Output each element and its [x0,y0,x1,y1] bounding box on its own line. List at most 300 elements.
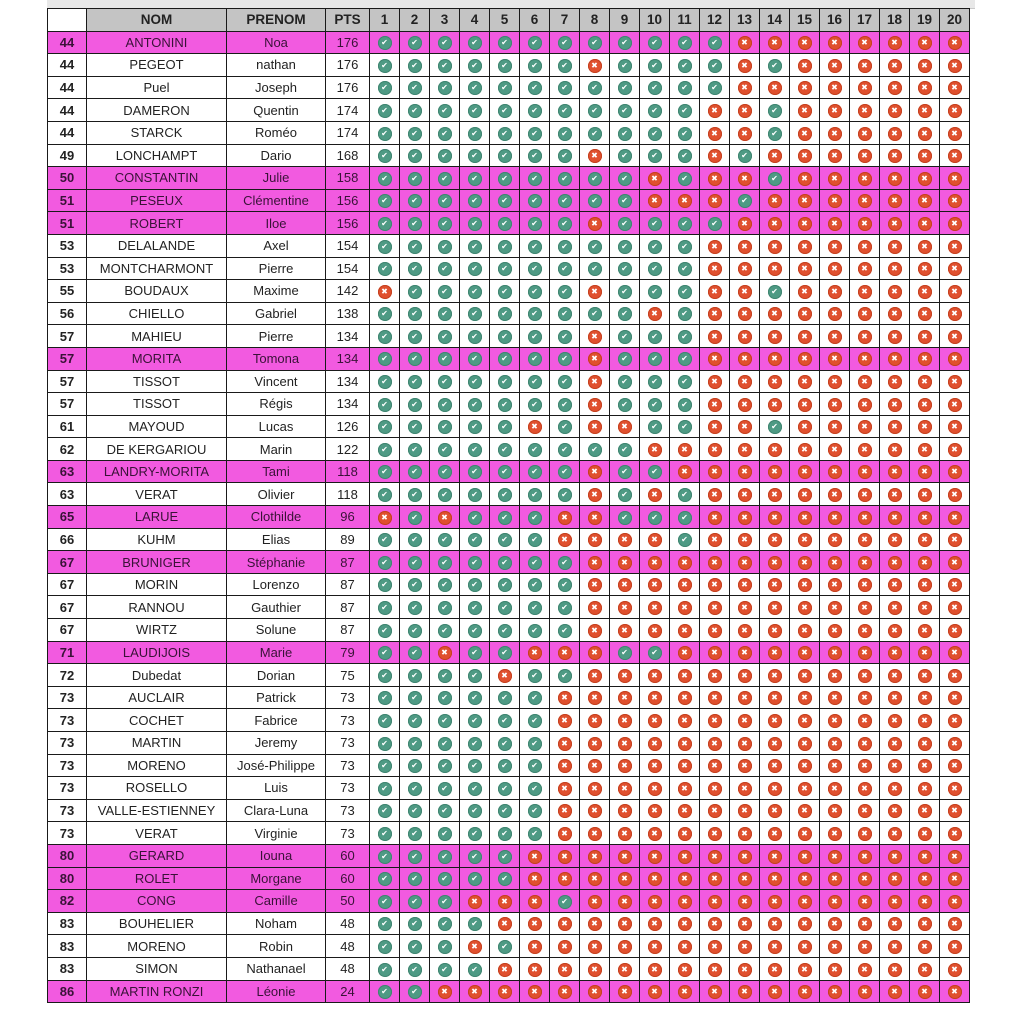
answer-cell-q13[interactable] [730,596,760,619]
answer-cell-q10[interactable] [640,31,670,54]
answer-cell-q5[interactable] [490,54,520,77]
answer-cell-q7[interactable] [550,54,580,77]
answer-cell-q5[interactable] [490,844,520,867]
answer-cell-q8[interactable] [580,460,610,483]
answer-cell-q15[interactable] [790,732,820,755]
answer-cell-q12[interactable] [700,641,730,664]
answer-cell-q20[interactable] [940,980,970,1003]
answer-cell-q9[interactable] [610,302,640,325]
answer-cell-q3[interactable] [430,754,460,777]
answer-cell-q19[interactable] [910,234,940,257]
answer-cell-q11[interactable] [670,506,700,529]
answer-cell-q4[interactable] [460,144,490,167]
pts-cell[interactable]: 73 [326,822,370,845]
answer-cell-q16[interactable] [820,867,850,890]
answer-cell-q18[interactable] [880,31,910,54]
answer-cell-q20[interactable] [940,302,970,325]
nom-cell[interactable]: BRUNIGER [87,551,227,574]
answer-cell-q3[interactable] [430,619,460,642]
answer-cell-q6[interactable] [520,212,550,235]
pts-cell[interactable]: 24 [326,980,370,1003]
answer-cell-q13[interactable] [730,257,760,280]
answer-cell-q3[interactable] [430,325,460,348]
answer-cell-q13[interactable] [730,302,760,325]
answer-cell-q12[interactable] [700,528,730,551]
answer-cell-q15[interactable] [790,822,820,845]
answer-cell-q12[interactable] [700,732,730,755]
answer-cell-q16[interactable] [820,912,850,935]
answer-cell-q3[interactable] [430,370,460,393]
answer-cell-q9[interactable] [610,370,640,393]
answer-cell-q5[interactable] [490,415,520,438]
answer-cell-q7[interactable] [550,641,580,664]
answer-cell-q14[interactable] [760,528,790,551]
answer-cell-q13[interactable] [730,54,760,77]
rank-cell[interactable]: 73 [48,732,87,755]
answer-cell-q13[interactable] [730,528,760,551]
answer-cell-q16[interactable] [820,257,850,280]
answer-cell-q12[interactable] [700,121,730,144]
answer-cell-q15[interactable] [790,347,820,370]
rank-cell[interactable]: 62 [48,438,87,461]
answer-cell-q12[interactable] [700,257,730,280]
answer-cell-q6[interactable] [520,347,550,370]
answer-cell-q8[interactable] [580,641,610,664]
answer-cell-q6[interactable] [520,31,550,54]
answer-cell-q4[interactable] [460,619,490,642]
answer-cell-q6[interactable] [520,54,550,77]
rank-cell[interactable]: 55 [48,280,87,303]
answer-cell-q18[interactable] [880,912,910,935]
answer-cell-q9[interactable] [610,438,640,461]
rank-cell[interactable]: 51 [48,212,87,235]
answer-cell-q19[interactable] [910,415,940,438]
answer-cell-q15[interactable] [790,754,820,777]
answer-cell-q5[interactable] [490,99,520,122]
rank-cell[interactable]: 67 [48,551,87,574]
answer-cell-q9[interactable] [610,709,640,732]
answer-cell-q12[interactable] [700,867,730,890]
pts-cell[interactable]: 60 [326,844,370,867]
answer-cell-q18[interactable] [880,483,910,506]
answer-cell-q12[interactable] [700,890,730,913]
answer-cell-q11[interactable] [670,347,700,370]
answer-cell-q19[interactable] [910,573,940,596]
prenom-cell[interactable]: Patrick [227,686,326,709]
answer-cell-q9[interactable] [610,890,640,913]
answer-cell-q7[interactable] [550,415,580,438]
answer-cell-q9[interactable] [610,596,640,619]
nom-cell[interactable]: DAMERON [87,99,227,122]
rank-cell[interactable]: 83 [48,912,87,935]
answer-cell-q19[interactable] [910,257,940,280]
answer-cell-q3[interactable] [430,935,460,958]
answer-cell-q9[interactable] [610,460,640,483]
answer-cell-q5[interactable] [490,935,520,958]
answer-cell-q11[interactable] [670,415,700,438]
answer-cell-q18[interactable] [880,732,910,755]
answer-cell-q17[interactable] [850,415,880,438]
answer-cell-q13[interactable] [730,347,760,370]
answer-cell-q2[interactable] [400,867,430,890]
answer-cell-q18[interactable] [880,844,910,867]
answer-cell-q13[interactable] [730,573,760,596]
answer-cell-q6[interactable] [520,325,550,348]
answer-cell-q11[interactable] [670,799,700,822]
pts-cell[interactable]: 73 [326,754,370,777]
answer-cell-q18[interactable] [880,189,910,212]
nom-cell[interactable]: MARTIN RONZI [87,980,227,1003]
answer-cell-q19[interactable] [910,189,940,212]
prenom-cell[interactable]: Fabrice [227,709,326,732]
answer-cell-q5[interactable] [490,460,520,483]
answer-cell-q2[interactable] [400,460,430,483]
answer-cell-q13[interactable] [730,99,760,122]
answer-cell-q9[interactable] [610,347,640,370]
answer-cell-q17[interactable] [850,121,880,144]
answer-cell-q14[interactable] [760,167,790,190]
answer-cell-q12[interactable] [700,325,730,348]
answer-cell-q5[interactable] [490,325,520,348]
answer-cell-q11[interactable] [670,460,700,483]
pts-cell[interactable]: 168 [326,144,370,167]
answer-cell-q2[interactable] [400,619,430,642]
answer-cell-q4[interactable] [460,257,490,280]
answer-cell-q20[interactable] [940,732,970,755]
answer-cell-q11[interactable] [670,912,700,935]
answer-cell-q6[interactable] [520,709,550,732]
answer-cell-q2[interactable] [400,573,430,596]
answer-cell-q19[interactable] [910,957,940,980]
answer-cell-q7[interactable] [550,460,580,483]
answer-cell-q20[interactable] [940,912,970,935]
answer-cell-q4[interactable] [460,31,490,54]
answer-cell-q13[interactable] [730,234,760,257]
answer-cell-q12[interactable] [700,189,730,212]
prenom-cell[interactable]: Luis [227,777,326,800]
answer-cell-q12[interactable] [700,234,730,257]
answer-cell-q2[interactable] [400,415,430,438]
answer-cell-q19[interactable] [910,325,940,348]
answer-cell-q5[interactable] [490,280,520,303]
answer-cell-q5[interactable] [490,777,520,800]
answer-cell-q7[interactable] [550,393,580,416]
answer-cell-q15[interactable] [790,144,820,167]
answer-cell-q14[interactable] [760,506,790,529]
pts-cell[interactable]: 176 [326,76,370,99]
answer-cell-q6[interactable] [520,189,550,212]
answer-cell-q7[interactable] [550,483,580,506]
nom-cell[interactable]: LAUDIJOIS [87,641,227,664]
nom-cell[interactable]: ROBERT [87,212,227,235]
answer-cell-q8[interactable] [580,799,610,822]
answer-cell-q19[interactable] [910,890,940,913]
answer-cell-q15[interactable] [790,415,820,438]
answer-cell-q11[interactable] [670,686,700,709]
answer-cell-q16[interactable] [820,799,850,822]
answer-cell-q2[interactable] [400,144,430,167]
answer-cell-q5[interactable] [490,912,520,935]
answer-cell-q20[interactable] [940,370,970,393]
answer-cell-q2[interactable] [400,438,430,461]
answer-cell-q8[interactable] [580,280,610,303]
answer-cell-q20[interactable] [940,619,970,642]
answer-cell-q11[interactable] [670,935,700,958]
answer-cell-q9[interactable] [610,325,640,348]
answer-cell-q4[interactable] [460,867,490,890]
answer-cell-q11[interactable] [670,754,700,777]
answer-cell-q16[interactable] [820,438,850,461]
answer-cell-q14[interactable] [760,686,790,709]
answer-cell-q15[interactable] [790,777,820,800]
answer-cell-q19[interactable] [910,844,940,867]
answer-cell-q10[interactable] [640,867,670,890]
answer-cell-q16[interactable] [820,619,850,642]
answer-cell-q10[interactable] [640,347,670,370]
rank-cell[interactable]: 53 [48,257,87,280]
answer-cell-q8[interactable] [580,144,610,167]
answer-cell-q17[interactable] [850,551,880,574]
answer-cell-q1[interactable] [370,596,400,619]
answer-cell-q16[interactable] [820,822,850,845]
answer-cell-q18[interactable] [880,99,910,122]
answer-cell-q1[interactable] [370,528,400,551]
answer-cell-q14[interactable] [760,99,790,122]
answer-cell-q18[interactable] [880,144,910,167]
answer-cell-q5[interactable] [490,551,520,574]
answer-cell-q7[interactable] [550,506,580,529]
answer-cell-q2[interactable] [400,754,430,777]
answer-cell-q16[interactable] [820,99,850,122]
nom-cell[interactable]: COCHET [87,709,227,732]
nom-cell[interactable]: CONG [87,890,227,913]
answer-cell-q15[interactable] [790,506,820,529]
answer-cell-q16[interactable] [820,212,850,235]
answer-cell-q20[interactable] [940,799,970,822]
answer-cell-q2[interactable] [400,325,430,348]
answer-cell-q20[interactable] [940,596,970,619]
answer-cell-q9[interactable] [610,483,640,506]
answer-cell-q1[interactable] [370,257,400,280]
answer-cell-q1[interactable] [370,144,400,167]
answer-cell-q7[interactable] [550,799,580,822]
nom-cell[interactable]: CHIELLO [87,302,227,325]
answer-cell-q20[interactable] [940,31,970,54]
rank-cell[interactable]: 83 [48,935,87,958]
answer-cell-q10[interactable] [640,438,670,461]
answer-cell-q14[interactable] [760,302,790,325]
answer-cell-q5[interactable] [490,483,520,506]
answer-cell-q12[interactable] [700,167,730,190]
answer-cell-q6[interactable] [520,867,550,890]
pts-cell[interactable]: 73 [326,686,370,709]
pts-cell[interactable]: 174 [326,99,370,122]
pts-cell[interactable]: 154 [326,234,370,257]
answer-cell-q17[interactable] [850,822,880,845]
answer-cell-q1[interactable] [370,844,400,867]
answer-cell-q6[interactable] [520,393,550,416]
answer-cell-q16[interactable] [820,551,850,574]
answer-cell-q6[interactable] [520,257,550,280]
answer-cell-q16[interactable] [820,121,850,144]
answer-cell-q14[interactable] [760,54,790,77]
answer-cell-q19[interactable] [910,528,940,551]
answer-cell-q16[interactable] [820,664,850,687]
answer-cell-q17[interactable] [850,980,880,1003]
answer-cell-q18[interactable] [880,935,910,958]
answer-cell-q20[interactable] [940,189,970,212]
rank-cell[interactable]: 44 [48,31,87,54]
answer-cell-q9[interactable] [610,234,640,257]
answer-cell-q15[interactable] [790,31,820,54]
answer-cell-q1[interactable] [370,460,400,483]
answer-cell-q13[interactable] [730,935,760,958]
answer-cell-q10[interactable] [640,393,670,416]
answer-cell-q10[interactable] [640,732,670,755]
answer-cell-q18[interactable] [880,212,910,235]
answer-cell-q9[interactable] [610,212,640,235]
answer-cell-q1[interactable] [370,732,400,755]
answer-cell-q3[interactable] [430,302,460,325]
answer-cell-q16[interactable] [820,460,850,483]
answer-cell-q16[interactable] [820,709,850,732]
rank-cell[interactable]: 56 [48,302,87,325]
answer-cell-q9[interactable] [610,686,640,709]
answer-cell-q16[interactable] [820,528,850,551]
answer-cell-q7[interactable] [550,347,580,370]
answer-cell-q15[interactable] [790,551,820,574]
answer-cell-q11[interactable] [670,189,700,212]
answer-cell-q19[interactable] [910,31,940,54]
answer-cell-q14[interactable] [760,280,790,303]
answer-cell-q2[interactable] [400,212,430,235]
rank-cell[interactable]: 73 [48,686,87,709]
answer-cell-q17[interactable] [850,935,880,958]
nom-cell[interactable]: MAHIEU [87,325,227,348]
answer-cell-q5[interactable] [490,257,520,280]
answer-cell-q6[interactable] [520,822,550,845]
answer-cell-q2[interactable] [400,31,430,54]
answer-cell-q2[interactable] [400,641,430,664]
answer-cell-q8[interactable] [580,709,610,732]
answer-cell-q17[interactable] [850,957,880,980]
prenom-cell[interactable]: Gabriel [227,302,326,325]
answer-cell-q10[interactable] [640,99,670,122]
pts-cell[interactable]: 48 [326,912,370,935]
answer-cell-q15[interactable] [790,890,820,913]
answer-cell-q10[interactable] [640,257,670,280]
answer-cell-q4[interactable] [460,483,490,506]
answer-cell-q16[interactable] [820,325,850,348]
answer-cell-q10[interactable] [640,822,670,845]
answer-cell-q1[interactable] [370,573,400,596]
prenom-cell[interactable]: Julie [227,167,326,190]
answer-cell-q6[interactable] [520,460,550,483]
answer-cell-q6[interactable] [520,754,550,777]
answer-cell-q11[interactable] [670,438,700,461]
answer-cell-q6[interactable] [520,957,550,980]
answer-cell-q10[interactable] [640,54,670,77]
answer-cell-q18[interactable] [880,754,910,777]
answer-cell-q5[interactable] [490,890,520,913]
answer-cell-q14[interactable] [760,619,790,642]
answer-cell-q4[interactable] [460,664,490,687]
answer-cell-q1[interactable] [370,822,400,845]
answer-cell-q9[interactable] [610,144,640,167]
answer-cell-q2[interactable] [400,664,430,687]
answer-cell-q12[interactable] [700,799,730,822]
answer-cell-q2[interactable] [400,167,430,190]
answer-cell-q10[interactable] [640,777,670,800]
answer-cell-q19[interactable] [910,686,940,709]
answer-cell-q1[interactable] [370,777,400,800]
nom-cell[interactable]: KUHM [87,528,227,551]
answer-cell-q4[interactable] [460,189,490,212]
answer-cell-q20[interactable] [940,54,970,77]
answer-cell-q14[interactable] [760,799,790,822]
answer-cell-q15[interactable] [790,596,820,619]
answer-cell-q14[interactable] [760,189,790,212]
answer-cell-q1[interactable] [370,890,400,913]
answer-cell-q10[interactable] [640,528,670,551]
answer-cell-q7[interactable] [550,709,580,732]
answer-cell-q4[interactable] [460,460,490,483]
answer-cell-q9[interactable] [610,506,640,529]
answer-cell-q2[interactable] [400,393,430,416]
answer-cell-q5[interactable] [490,234,520,257]
answer-cell-q17[interactable] [850,799,880,822]
answer-cell-q1[interactable] [370,867,400,890]
answer-cell-q9[interactable] [610,167,640,190]
answer-cell-q8[interactable] [580,596,610,619]
prenom-cell[interactable]: Iloe [227,212,326,235]
answer-cell-q6[interactable] [520,619,550,642]
answer-cell-q15[interactable] [790,167,820,190]
answer-cell-q19[interactable] [910,822,940,845]
answer-cell-q10[interactable] [640,76,670,99]
answer-cell-q1[interactable] [370,76,400,99]
nom-cell[interactable]: VERAT [87,822,227,845]
answer-cell-q1[interactable] [370,957,400,980]
answer-cell-q5[interactable] [490,370,520,393]
answer-cell-q12[interactable] [700,370,730,393]
answer-cell-q6[interactable] [520,483,550,506]
answer-cell-q19[interactable] [910,460,940,483]
answer-cell-q3[interactable] [430,347,460,370]
nom-cell[interactable]: DE KERGARIOU [87,438,227,461]
answer-cell-q10[interactable] [640,506,670,529]
answer-cell-q9[interactable] [610,957,640,980]
answer-cell-q5[interactable] [490,596,520,619]
answer-cell-q3[interactable] [430,506,460,529]
pts-cell[interactable]: 89 [326,528,370,551]
rank-cell[interactable]: 57 [48,393,87,416]
answer-cell-q6[interactable] [520,506,550,529]
nom-cell[interactable]: MORENO [87,935,227,958]
answer-cell-q14[interactable] [760,935,790,958]
answer-cell-q2[interactable] [400,686,430,709]
answer-cell-q17[interactable] [850,234,880,257]
answer-cell-q15[interactable] [790,393,820,416]
answer-cell-q8[interactable] [580,415,610,438]
pts-cell[interactable]: 122 [326,438,370,461]
answer-cell-q11[interactable] [670,596,700,619]
answer-cell-q2[interactable] [400,935,430,958]
answer-cell-q13[interactable] [730,76,760,99]
answer-cell-q9[interactable] [610,641,640,664]
answer-cell-q20[interactable] [940,641,970,664]
answer-cell-q12[interactable] [700,54,730,77]
